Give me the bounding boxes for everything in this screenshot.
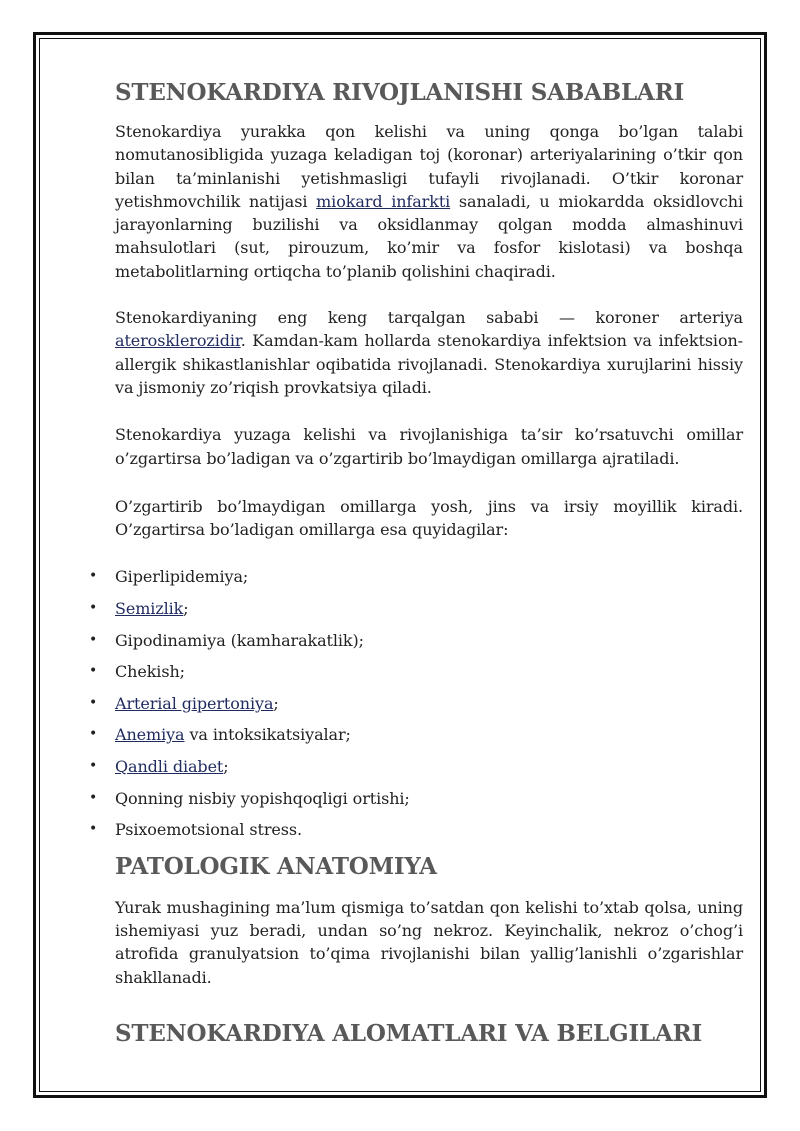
link-diabetes[interactable]: Qandli diabet bbox=[115, 757, 224, 777]
link-anemia[interactable]: Anemiya bbox=[115, 725, 185, 745]
list-item: • Arterial gipertoniya; bbox=[115, 688, 743, 720]
list-item: • Semizlik; bbox=[115, 593, 743, 625]
paragraph-causes-3: Stenokardiya yuzaga kelishi va rivojlanishiga ta’sir ko’rsatuvchi omillar o’zgartirsa bo’ladigan va o’zgartirib bo’lmaydigan omillarga ajratiladi. bbox=[115, 425, 743, 468]
section-heading-causes: STENOKARDIYA RIVOJLANISHI SABABLARI bbox=[115, 79, 685, 106]
paragraph-causes-4: O’zgartirib bo’lmaydigan omillarga yosh, jins va irsiy moyillik kiradi. O’zgartirsa bo’ladigan omillarga esa quyidagilar: bbox=[115, 496, 743, 540]
bullet-icon: • bbox=[89, 758, 98, 775]
section-heading-symptoms: STENOKARDIYA ALOMATLARI VA BELGILARI bbox=[115, 1019, 703, 1047]
risk-factor-list bbox=[89, 561, 743, 845]
link-obesity[interactable]: Semizlik bbox=[115, 599, 184, 619]
bullet-icon: • bbox=[89, 821, 98, 838]
list-item: • Qonning nisbiy yopishqoqligi ortishi; bbox=[115, 783, 743, 815]
bullet-icon: • bbox=[89, 568, 98, 585]
paragraph-causes-1: Stenokardiya yurakka qon kelishi va uning qonga bo’lgan talabi nomutanosibligida yuzaga keladigan toj (koronar) arteriyalarining o’tkir qon bilan ta’minlanishi yetishmasligi tufayli rivojlanadi. O’tkir koronar yetishmovchilik natijasi miokard infarkti sanaladi, u miokardda oksidlovchi jarayonlarning buzilishi va oksidlanmay qolgan modda almashinuvi mahsulotlari (sut, pirouzum, ko’mir va fosfor kislotasi) va boshqa metabolitlarning ortiqcha to’planib qolishini chaqiradi. bbox=[115, 122, 743, 281]
list-item: • Gipodinamiya (kamharakatlik); bbox=[115, 625, 743, 657]
link-arterial-hypertension[interactable]: Arterial gipertoniya bbox=[115, 693, 274, 713]
list-item: • Chekish; bbox=[115, 656, 743, 688]
bullet-icon: • bbox=[89, 789, 98, 806]
list-item: • Qandli diabet; bbox=[115, 751, 743, 783]
list-item: • Anemiya va intoksikatsiyalar; bbox=[115, 719, 743, 751]
section-heading-pathology: PATOLOGIK ANATOMIYA bbox=[115, 852, 437, 880]
link-myocardial-infarction[interactable]: miokard infarkti bbox=[316, 191, 451, 211]
bullet-icon: • bbox=[89, 694, 98, 711]
bullet-icon: • bbox=[89, 726, 98, 743]
list-item: • Psixoemotsional stress. bbox=[115, 814, 743, 846]
document-content bbox=[89, 76, 743, 1051]
bullet-icon: • bbox=[89, 600, 98, 617]
link-atherosclerosis[interactable]: aterosklerozidir bbox=[115, 331, 241, 351]
list-item: • Giperlipidemiya; bbox=[115, 561, 743, 593]
paragraph-pathology-1: Yurak mushagining ma’lum qismiga to’satdan qon kelishi to’xtab qolsa, uning ishemiyasi yuz beradi, undan so’ng nekroz. Keyinchalik, nekroz o’chog’i atrofida granulyatsion to’qima rivojlanishi bilan yallig’lanishli o’zgarishlar shakllanadi. bbox=[115, 897, 743, 987]
bullet-icon: • bbox=[89, 663, 98, 680]
bullet-icon: • bbox=[89, 631, 98, 648]
paragraph-causes-2: Stenokardiyaning eng keng tarqalgan sababi — koroner arteriya aterosklerozidir. Kamdan-kam hollarda stenokardiya infektsion va infektsion-allergik shikastlanishlar oqibatida rivojlanadi. Stenokardiya xurujlarini hissiy va jismoniy zo’riqish provkatsiya qiladi. bbox=[115, 308, 743, 397]
